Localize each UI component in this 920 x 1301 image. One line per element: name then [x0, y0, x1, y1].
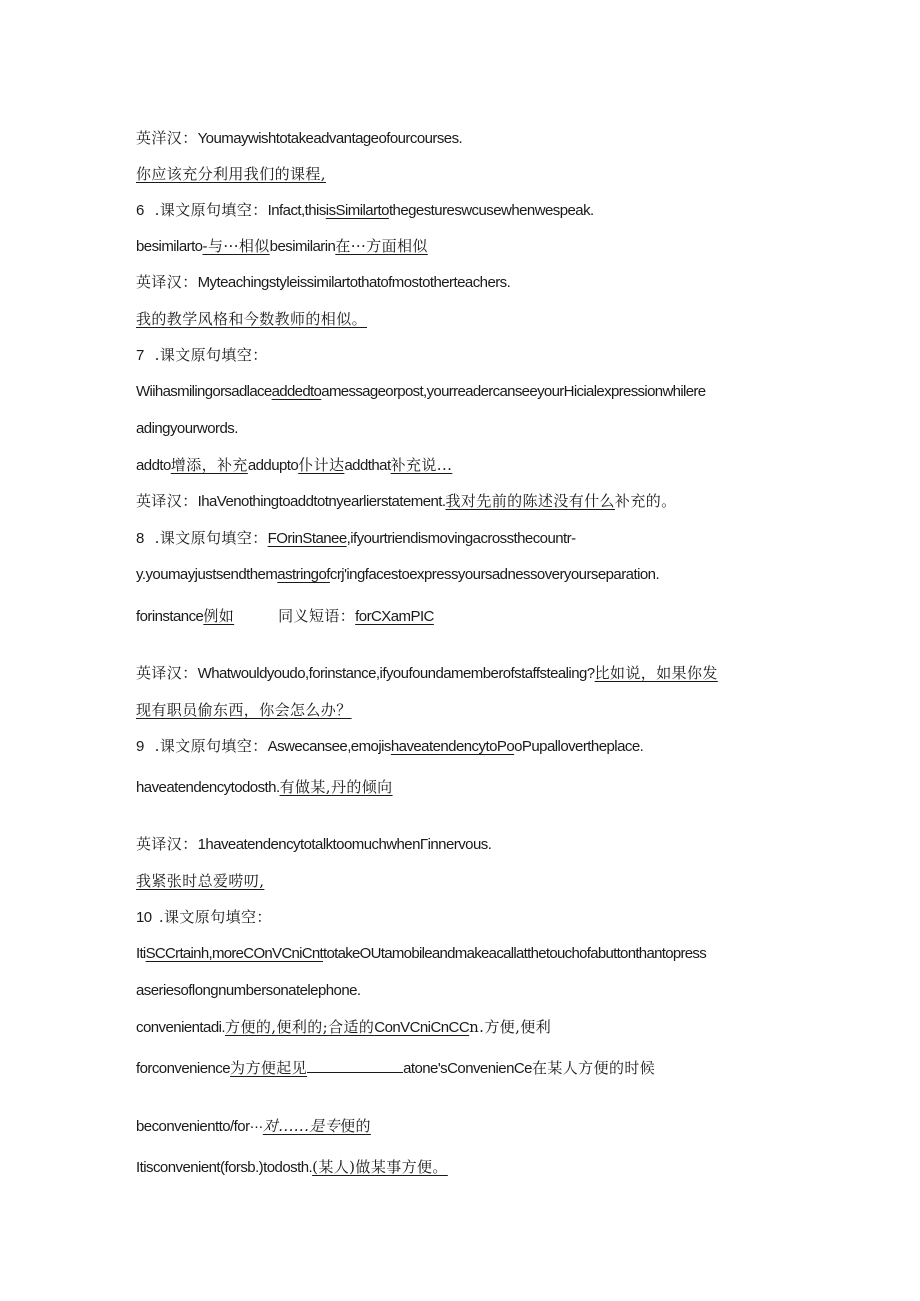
- phrase-line: besimilarto-与···相似besimilarin在···方面相似: [136, 237, 428, 255]
- answer-line: 现有职员偷东西，你会怎么办？: [136, 701, 352, 719]
- question-6: 6 .课文原句填空：Infact,thisisSimilartothegestureswcusewhenwespeak.: [136, 201, 594, 219]
- phrase-line: haveatendencytodosth.有做某,丹的倾向: [136, 778, 393, 796]
- answer-line: 我的教学风格和今数教师的相似。: [136, 310, 368, 328]
- translation-line: 英译汉：Whatwouldyoudo,forinstance,ifyoufoundamemberofstaffstealing?比如说，如果你发: [136, 664, 718, 682]
- sentence-line: aseriesoflongnumbersonatelephone.: [136, 982, 361, 999]
- translation-line: 英译汉：IhaVenothingtoaddtotnyearlierstatement.我对先前的陈述没有什么补充的。: [136, 492, 677, 510]
- sentence-line: Wiihasmilingorsadlaceaddedtoamessageorpost,yourreadercanseeyourHicialexpressionwhilere: [136, 383, 706, 400]
- answer-line: 你应该充分利用我们的课程,: [136, 165, 326, 183]
- fill-blank: [307, 1058, 403, 1073]
- phrase-line: beconvenientto/for···对......是专便的: [136, 1117, 371, 1135]
- phrase-line: addto增添，补充addupto仆计达addthat补充说...: [136, 456, 453, 474]
- sentence-line: adingyourwords.: [136, 420, 238, 437]
- answer-line: 我紧张时总爱唠叨,: [136, 872, 265, 890]
- phrase-line: convenientadi.方便的,便利的;合适的ConVCniCnCCn.方便,便利: [136, 1018, 552, 1036]
- question-10: 10 .课文原句填空：: [136, 908, 272, 926]
- translation-line: 英译汉：1haveatendencytotalktoomuchwhenΓinnervous.: [136, 835, 492, 853]
- translation-line: 英洋汉：Youmaywishtotakeadvantageofourcourses.: [136, 129, 463, 147]
- phrase-line: forconvenience为方便起见 atone'sConvenienCe在某人方便的时候: [136, 1059, 656, 1077]
- translation-line: 英译汉：Myteachingstyleissimilartothatofmostotherteachers.: [136, 273, 511, 291]
- question-9: 9 .课文原句填空：Aswecansee,emojishaveatendencytoPooPupallovertheplace.: [136, 737, 644, 755]
- question-8: 8 .课文原句填空：FOrinStanee,ifyourtriendismovingacrossthecountr-: [136, 529, 576, 547]
- phrase-line: forinstance例如 同义短语：forCXamPIC: [136, 607, 434, 625]
- question-7: 7 .课文原句填空：: [136, 346, 268, 364]
- sentence-line: ItiSCCrtainh,moreCOnVCniCnttotakeOUtamobileandmakeacallatthetouchofabuttonthantopress: [136, 945, 707, 962]
- sentence-line: y.youmayjustsendthemastringofcrj'ingfacestoexpressyoursadnessoveryourseparation.: [136, 566, 660, 583]
- phrase-line: Itisconvenient(forsb.)todosth.(某人)做某事方便。: [136, 1158, 448, 1176]
